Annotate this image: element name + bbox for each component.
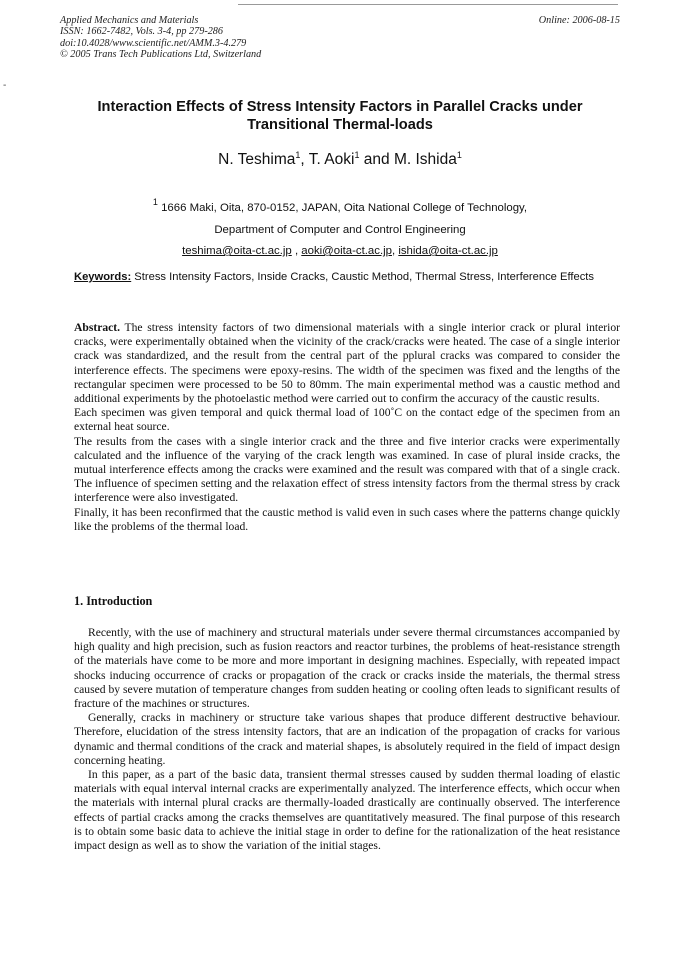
author-2-affil-mark: 1 — [354, 150, 360, 160]
intro-paragraph-3: In this paper, as a part of the basic data, transient thermal stresses caused by sudden thermal loading of elastic materials with equal interval internal cracks are experimentally analyzed. The interference effects, which occur when the materials with internal plural cracks are thermally-loaded drastically are continually observed. The interference effects of partial cracks among the cracks themselves are quantitatively measured. The final purpose of this research is to obtain some basic data to achieve the initial stage in order to define for the rationalization of the heat resistance impact design as well as to show the variation of the initial stages. — [74, 768, 620, 853]
affiliation-line-1: 1666 Maki, Oita, 870-0152, JAPAN, Oita National College of Technology, — [157, 202, 528, 214]
abstract-label: Abstract. — [74, 321, 121, 334]
journal-header — [60, 15, 620, 61]
doi-line: doi:10.4028/www.scientific.net/AMM.3-4.279 — [60, 37, 247, 49]
margin-mark: - — [3, 80, 7, 91]
intro-paragraph-1: Recently, with the use of machinery and structural materials under severe thermal circumstances accompanied by high quality and high precision, such as fusion reactors and reactor turbines, the problems of heat-resistance strength of the materials have come to be more and more important in designing machines. Especially, with repeated impact shocks inducing occurrence of cracks or propagation of the crack or cracks inside the materials, the thermal stress caused by severe mutation of temperature changes from sudden heating or cooling often leads to significant results of fracture of the machines or structures. — [74, 626, 620, 711]
author-list — [60, 145, 620, 170]
keywords — [74, 270, 620, 284]
email-list — [60, 241, 620, 263]
top-rule — [238, 4, 618, 5]
email-separator: , — [391, 245, 399, 257]
affiliation-address — [60, 192, 620, 220]
email-link-teshima[interactable]: teshima@oita-ct.ac.jp — [182, 245, 292, 257]
copyright-line: © 2005 Trans Tech Publications Ltd, Switzerland — [60, 49, 262, 61]
abstract-paragraph-3: The results from the cases with a single interior crack and the three and five interior cracks were experimentally calculated and the influence of the varying of the crack length was examined. In case of plural inside cracks, the mutual interference effects among the cracks were examined and the result was compared with that of a single crack. The influence of specimen setting and the relaxation effect of stress intensity factors from the thermal stress by crack interference were also investigated. — [74, 434, 620, 505]
email-link-ishida[interactable]: ishida@oita-ct.ac.jp — [398, 245, 498, 257]
author-3-affil-mark: 1 — [456, 150, 462, 160]
abstract-paragraph-4: Finally, it has been reconfirmed that the caustic method is valid even in such cases where the patterns change quickly like the problems of the thermal load. — [74, 505, 620, 533]
email-separator: , — [291, 245, 302, 257]
section-heading-introduction: 1. Introduction — [74, 594, 153, 608]
journal-name: Applied Mechanics and Materials — [60, 15, 199, 26]
affiliation-mark: 1 — [152, 197, 158, 207]
paper-title — [60, 98, 620, 134]
author-3: M. Ishida — [393, 151, 457, 168]
title-line-2: Transitional Thermal-loads — [247, 117, 433, 133]
affiliation — [60, 192, 620, 263]
online-date: Online: 2006-08-15 — [538, 15, 620, 26]
keywords-label: Keywords: — [74, 271, 132, 283]
abstract-paragraph-1 — [74, 321, 620, 406]
author-separator: and — [359, 151, 394, 168]
abstract — [74, 321, 620, 534]
abstract-text-1: The stress intensity factors of two dimensional materials with a single interior crack or plural interior cracks, were experimentally obtained when the vicinity of the crack/cracks were heated. The case of a single interior crack was standardized, and the result from the central part of the pplural cracks was compared to consider the interference effects. The specimens were epoxy-resins. The width of the specimen was fixed and the lengths of the rectangular specimen were processed to be 50 to 80mm. The main experimental method was a caustic method and additional experiments by the photoelastic method were carried out to confirm the accuracy of the caustic results. — [74, 321, 620, 406]
introduction-body — [74, 626, 620, 853]
email-link-aoki[interactable]: aoki@oita-ct.ac.jp — [301, 245, 392, 257]
author-separator: , — [300, 151, 309, 168]
intro-paragraph-2: Generally, cracks in machinery or structure take various shapes that produce different destructive behaviour. Therefore, elucidation of the stress intensity factors, that are an indication of the propagation of cracks for various dynamic and thermal conditions of the crack and material shapes, is absolutely required in the field of impact design concerning heating. — [74, 711, 620, 767]
issn-line: ISSN: 1662-7482, Vols. 3-4, pp 279-286 — [60, 26, 223, 38]
author-1-affil-mark: 1 — [295, 150, 301, 160]
title-line-1: Interaction Effects of Stress Intensity Factors in Parallel Cracks under — [97, 99, 583, 115]
author-2: T. Aoki — [308, 151, 355, 168]
affiliation-line-2: Department of Computer and Control Engineering — [214, 223, 466, 236]
author-1: N. Teshima — [218, 151, 296, 168]
abstract-paragraph-2: Each specimen was given temporal and quick thermal load of 100˚C on the contact edge of the specimen from an external heat source. — [74, 406, 620, 434]
keywords-text: Stress Intensity Factors, Inside Cracks, Caustic Method, Thermal Stress, Interference Effects — [131, 271, 595, 283]
